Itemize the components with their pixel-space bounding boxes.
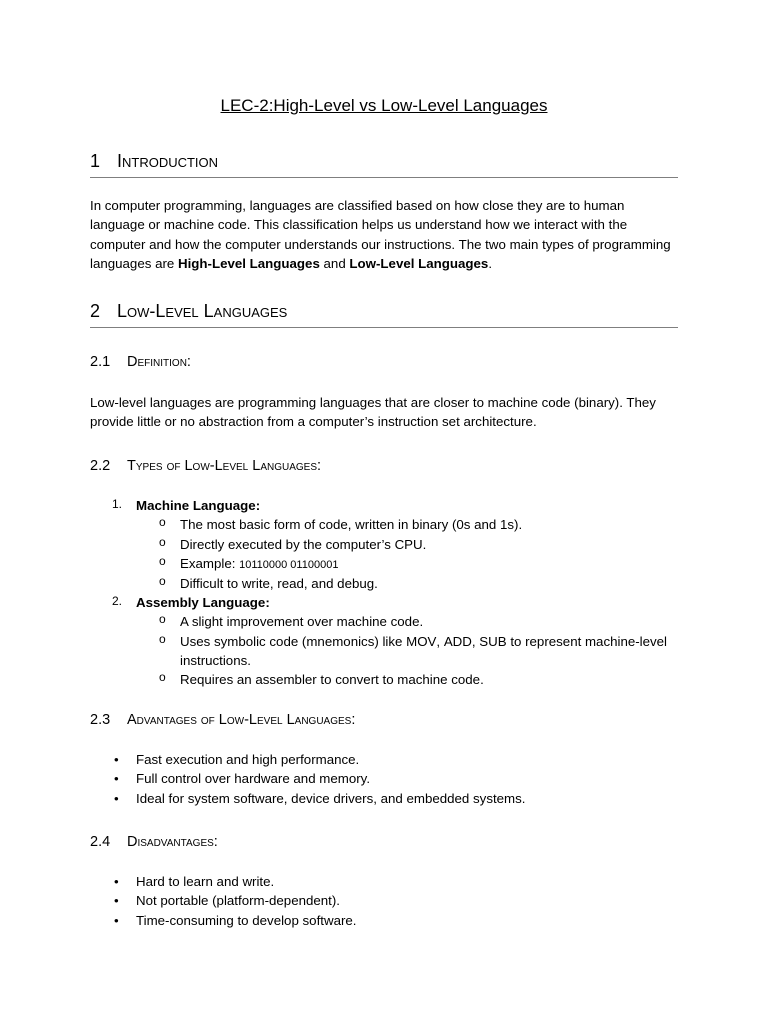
sub-list-item [136,535,678,554]
sub-bullet-icon: o [159,631,166,646]
sub-list-item [136,554,678,574]
sub-item-text: Requires an assembler to convert to machine code. [180,672,484,688]
sub-list-item [136,574,678,593]
sub-bullet-icon: o [159,553,166,568]
list-item-text: Time-consuming to develop software. [136,912,357,928]
list-number: 2. [112,594,123,608]
mnemonic-mov: MOV [406,633,437,649]
sub-bullet-icon: o [159,534,166,549]
sub-bullet-icon: o [159,515,166,530]
types-list [90,496,678,689]
sub-item-text: Directly executed by the computer’s CPU. [180,536,427,552]
section-number: 2 [90,301,101,321]
sub-item-text: The most basic form of code, written in binary (0s and 1s). [180,517,523,533]
document-title: LEC-2:High-Level vs Low-Level Languages [220,96,548,115]
advantages-list [90,750,678,808]
section-title: Introduction [117,151,219,171]
subsection-number: 2.3 [90,712,111,728]
bullet-icon: • [114,771,119,787]
list-item-machine-language [90,496,678,593]
list-item-text: Not portable (platform-dependent). [136,893,340,909]
section-number: 1 [90,151,101,171]
list-item [90,911,678,930]
bullet-icon: • [114,893,119,909]
heading-colon: : [255,498,261,513]
list-item-text: Ideal for system software, device drivers, and embedded systems. [136,790,526,806]
list-item [90,789,678,808]
subsection-heading-advantages [90,710,678,731]
list-item [90,750,678,769]
sub-item-text: Example: [180,555,240,571]
sub-item-text: to represent machine-level instructions. [180,633,668,668]
list-item [90,872,678,891]
sub-list-item [136,670,678,689]
subsection-number: 2.2 [90,458,111,474]
subsection-title: Types of Low-Level Languages: [127,458,322,474]
list-item-text: Fast execution and high performance. [136,752,360,767]
subsection-title: Definition: [127,354,191,370]
list-item-text: Full control over hardware and memory. [136,771,371,787]
intro-bold-high-level: High-Level Languages [177,255,320,271]
sub-item-text: Difficult to write, read, and debug. [180,575,378,591]
intro-text-3: . [488,255,493,271]
sub-list-item [136,632,678,671]
section-heading-low-level-languages [90,298,678,328]
mnemonic-add: ADD [443,633,472,649]
subsection-title: Disadvantages: [127,834,218,850]
sub-item-text: A slight improvement over machine code. [180,614,424,630]
intro-text-1: In computer programming, languages are classified based on how close they are to human language or machine code. This classification helps us understand how we interact with the computer and how the computer understands our instructions. The two main types of programming languages are [90,198,671,271]
mnemonic-sub: SUB [479,633,507,649]
intro-text-2: and [319,255,350,271]
sub-list [136,515,678,593]
heading-colon: : [265,595,270,610]
sub-list [136,612,678,689]
subsection-number: 2.4 [90,834,111,850]
binary-example: 10110000 01100001 [239,558,339,571]
introduction-paragraph [90,196,678,273]
subsection-number: 2.1 [90,354,111,370]
list-number: 1. [112,497,123,511]
separator: , [436,633,444,649]
list-item-heading: Assembly Language [136,595,266,610]
list-item-text: Hard to learn and write. [136,874,275,889]
subsection-title: Advantages of Low-Level Languages: [127,712,356,728]
sub-bullet-icon: o [159,573,166,588]
bullet-icon: • [114,912,119,928]
bullet-icon: • [114,752,119,767]
section-title: Low-Level Languages [117,301,288,321]
subsection-heading-definition [90,352,678,373]
subsection-heading-disadvantages [90,832,678,853]
definition-paragraph: Low-level languages are programming languages that are closer to machine code (binary). They provide little or no abstraction from a computer’s instruction set architecture. [90,395,656,430]
bullet-icon: • [114,790,119,806]
subsection-heading-types [90,456,678,477]
sub-list-item [136,515,678,534]
sub-bullet-icon: o [159,612,166,627]
sub-bullet-icon: o [159,670,166,685]
intro-bold-low-level: Low-Level Languages [349,255,489,271]
sub-list-item [136,612,678,631]
bullet-icon: • [114,874,119,889]
separator: , [471,633,480,649]
list-item [90,891,678,910]
list-item-heading: Machine Language [136,498,256,513]
list-item [90,769,678,788]
list-item-assembly-language [90,593,678,689]
sub-item-text: Uses symbolic code (mnemonics) like [180,633,407,649]
section-heading-introduction [90,148,678,178]
disadvantages-list [90,872,678,930]
